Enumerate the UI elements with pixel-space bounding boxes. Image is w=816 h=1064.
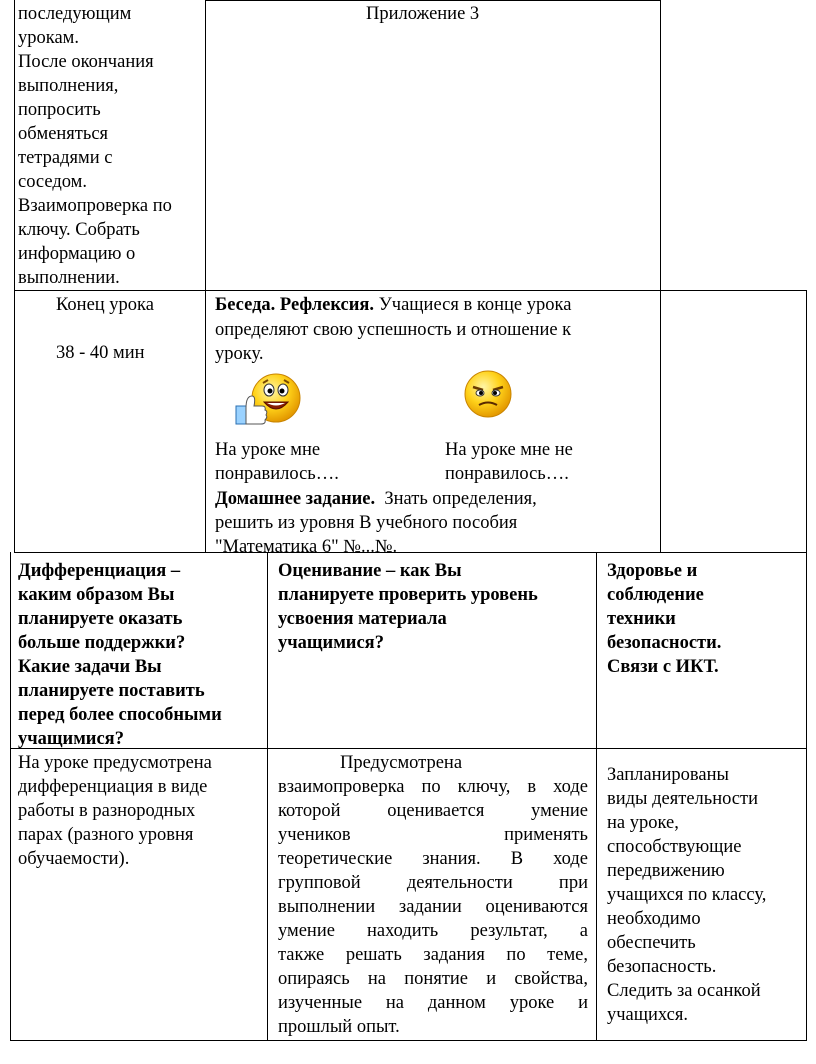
header-line: усвоения материала: [278, 609, 447, 629]
header-line: Связи с ИКТ.: [607, 657, 719, 677]
content-line: умение находить результат, а: [278, 921, 588, 941]
stage-time: 38 - 40 мин: [56, 343, 145, 363]
content-line: прошлый опыт.: [278, 1017, 400, 1037]
stage-label: Конец урока: [56, 295, 154, 315]
header-line: учащимися?: [278, 633, 384, 653]
content-line: взаимопроверка по ключу, в ходе: [278, 777, 588, 797]
reflection-line-2: определяют свою успешность и отношение к: [215, 320, 572, 340]
text-line: Взаимопроверка по: [18, 196, 172, 216]
border: [10, 748, 807, 749]
text-line: информацию о: [18, 244, 136, 264]
text-line: выполнения,: [18, 76, 119, 96]
content-line: также решать задания по теме,: [278, 945, 588, 965]
text-line: попросить: [18, 100, 101, 120]
border: [205, 0, 206, 552]
content-line: Запланированы: [607, 765, 729, 785]
homework-line-2: решить из уровня В учебного пособия: [215, 513, 518, 533]
text-line: тетрадями с: [18, 148, 113, 168]
content-line: групповой деятельности при: [278, 873, 588, 893]
border: [14, 290, 807, 291]
content-line: Предусмотрена: [340, 753, 463, 773]
reflection-text: Учащиеся в конце урока: [378, 295, 572, 315]
header-line: перед более способными: [18, 705, 222, 725]
text-line: последующим: [18, 4, 132, 24]
header-line: соблюдение: [607, 585, 704, 605]
text-line: ключу. Собрать: [18, 220, 140, 240]
smiley-frowning-icon: [462, 368, 514, 420]
content-line: учащихся.: [607, 1005, 688, 1025]
border: [267, 552, 268, 1040]
appendix-label: Приложение 3: [366, 4, 480, 24]
content-line: обеспечить: [607, 933, 696, 953]
text-line: соседом.: [18, 172, 87, 192]
header-line: Оценивание – как Вы: [278, 561, 462, 581]
reflection-title: Беседа. Рефлексия.: [215, 295, 375, 315]
text-line: обменяться: [18, 124, 109, 144]
reflection-line-3: уроку.: [215, 344, 264, 364]
text-line: урокам.: [18, 28, 80, 48]
content-line: парах (разного уровня: [18, 825, 194, 845]
homework-line-1: [215, 487, 537, 512]
text-line: После окончания: [18, 52, 154, 72]
border: [660, 0, 661, 552]
content-line: теоретические знания. В ходе: [278, 849, 588, 869]
header-line: Здоровье и: [607, 561, 698, 581]
disliked-label-line-2: понравилось….: [445, 464, 569, 484]
content-line: опираясь на понятие и свойства,: [278, 969, 588, 989]
content-line: учащихся по классу,: [607, 885, 767, 905]
header-line: Какие задачи Вы: [18, 657, 162, 677]
border: [806, 552, 807, 1040]
header-line: техники: [607, 609, 676, 629]
content-line: учеников применять: [278, 825, 588, 845]
border: [806, 290, 807, 552]
homework-text: Знать определения,: [384, 489, 537, 509]
content-line: На уроке предусмотрена: [18, 753, 212, 773]
header-line: планируете поставить: [18, 681, 205, 701]
header-line: больше поддержки?: [18, 633, 186, 653]
header-line: Дифференциация –: [18, 561, 181, 581]
header-line: планируете оказать: [18, 609, 183, 629]
disliked-label-line-1: На уроке мне не: [445, 440, 573, 460]
border: [14, 552, 807, 553]
liked-label-line-2: понравилось….: [215, 464, 339, 484]
border: [205, 0, 661, 1]
content-line: передвижению: [607, 861, 725, 881]
header-line: планируете проверить уровень: [278, 585, 538, 605]
content-line: изученные на данном уроке и: [278, 993, 588, 1013]
border: [596, 552, 597, 1040]
content-line: Следить за осанкой: [607, 981, 761, 1001]
smiley-thumbs-up-icon: [230, 370, 310, 430]
header-line: каким образом Вы: [18, 585, 175, 605]
reflection-line-1: [215, 293, 571, 318]
content-line: дифференциация в виде: [18, 777, 208, 797]
content-line: которой оценивается умение: [278, 801, 588, 821]
border: [10, 1040, 807, 1041]
content-line: выполнении задании оцениваются: [278, 897, 588, 917]
content-line: работы в разнородных: [18, 801, 196, 821]
border: [10, 552, 11, 1040]
border: [14, 0, 15, 552]
content-line: на уроке,: [607, 813, 679, 833]
content-line: виды деятельности: [607, 789, 759, 809]
content-line: обучаемости).: [18, 849, 130, 869]
content-line: безопасность.: [607, 957, 717, 977]
homework-line-3: "Математика 6" №...№.: [215, 537, 398, 557]
header-line: безопасности.: [607, 633, 722, 653]
text-line: выполнении.: [18, 268, 120, 288]
content-line: необходимо: [607, 909, 701, 929]
liked-label-line-1: На уроке мне: [215, 440, 321, 460]
homework-title: Домашнее задание.: [215, 489, 376, 509]
header-line: учащимися?: [18, 729, 124, 749]
content-line: способствующие: [607, 837, 742, 857]
